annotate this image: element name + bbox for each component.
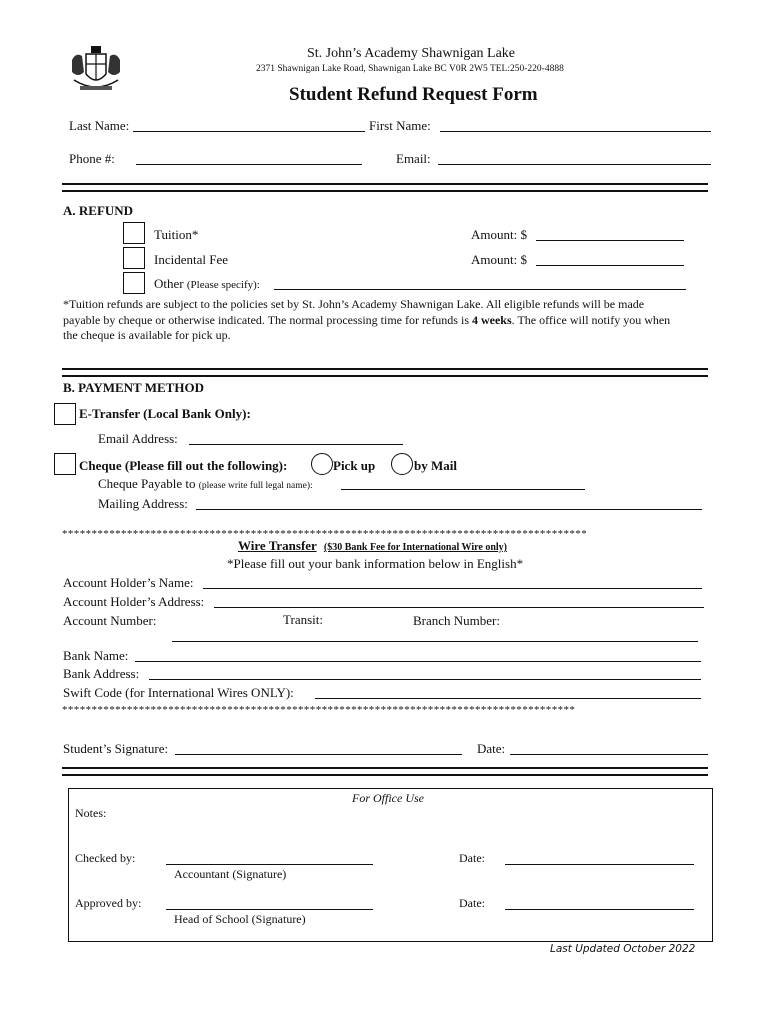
refund-note-2c: . The office will notify you when	[511, 313, 671, 327]
payment-heading: B. PAYMENT METHOD	[63, 380, 204, 395]
refund-note-line-3: the cheque is available for pick up.	[63, 328, 231, 342]
incidental-fee-checkbox[interactable]	[123, 247, 145, 269]
section-divider	[62, 368, 708, 377]
phone-label: Phone #:	[69, 151, 115, 166]
tuition-amount-label: Amount: $	[471, 227, 527, 242]
refund-note-line-1: *Tuition refunds are subject to the policies set by St. John’s Academy Shawnigan Lake. All eligible refunds will be made	[63, 297, 645, 311]
pickup-radio[interactable]	[311, 453, 333, 475]
notes-label: Notes:	[75, 806, 107, 820]
refund-note-weeks: 4 weeks	[471, 313, 512, 327]
last-updated: Last Updated October 2022	[550, 943, 696, 955]
other-checkbox[interactable]	[123, 272, 145, 294]
bank-name-field[interactable]	[135, 661, 701, 662]
office-date-label-1: Date:	[459, 851, 485, 865]
account-holder-address-label: Account Holder’s Address:	[63, 594, 205, 609]
mailing-address-label: Mailing Address:	[98, 496, 188, 511]
last-name-label: Last Name:	[69, 118, 130, 133]
school-crest-logo	[66, 44, 126, 100]
approved-by-label: Approved by:	[75, 896, 142, 910]
school-address: 2371 Shawnigan Lake Road, Shawnigan Lake BC V0R 2W5 TEL:250-220-4888	[256, 64, 564, 74]
bank-address-field[interactable]	[149, 679, 701, 680]
pickup-label: Pick up	[333, 458, 376, 473]
other-specify-field[interactable]	[274, 289, 686, 290]
other-label	[154, 276, 260, 292]
payable-to-text: Cheque Payable to	[98, 476, 196, 491]
section-divider	[62, 183, 708, 192]
swift-code-label: Swift Code (for International Wires ONLY):	[63, 685, 294, 700]
account-holder-address-field[interactable]	[214, 607, 704, 608]
cheque-checkbox[interactable]	[54, 453, 76, 475]
last-name-field[interactable]	[133, 131, 365, 132]
other-label-text: Other	[154, 276, 184, 291]
refund-note-line-2	[63, 313, 670, 328]
wire-stars-top: *****************************************************************************************	[62, 528, 588, 540]
incidental-amount-field[interactable]	[536, 265, 684, 266]
tuition-checkbox[interactable]	[123, 222, 145, 244]
etransfer-checkbox[interactable]	[54, 403, 76, 425]
payable-to-field[interactable]	[341, 489, 585, 490]
other-hint: (Please specify):	[186, 279, 260, 291]
bymail-radio[interactable]	[391, 453, 413, 475]
accountant-signature-caption: Accountant (Signature)	[174, 867, 287, 881]
signature-date-label: Date:	[477, 741, 506, 756]
transit-label: Transit:	[283, 612, 323, 627]
first-name-label: First Name:	[369, 118, 431, 133]
phone-field[interactable]	[136, 164, 362, 165]
incidental-amount-label: Amount: $	[471, 252, 527, 267]
wire-instruction: *Please fill out your bank information below in English*	[227, 556, 524, 571]
account-number-label: Account Number:	[63, 613, 157, 628]
refund-note-2a: payable by cheque or otherwise indicated. The normal processing time for refunds is	[63, 313, 472, 327]
office-use-box	[68, 788, 713, 942]
tuition-label: Tuition*	[154, 227, 199, 242]
signature-date-field[interactable]	[510, 754, 708, 755]
account-holder-name-label: Account Holder’s Name:	[63, 575, 194, 590]
mailing-address-field[interactable]	[196, 509, 702, 510]
account-number-field[interactable]	[172, 641, 698, 642]
etransfer-label: E-Transfer (Local Bank Only):	[79, 406, 251, 421]
office-date-label-2: Date:	[459, 896, 485, 910]
incidental-fee-label: Incidental Fee	[154, 252, 228, 267]
office-date-field-1[interactable]	[505, 864, 694, 865]
checked-by-field[interactable]	[166, 864, 373, 865]
branch-number-label: Branch Number:	[413, 613, 501, 628]
payable-to-label	[98, 476, 313, 492]
wire-stars-bottom: ***************************************************************************************	[62, 704, 576, 716]
email-label: Email:	[396, 151, 431, 166]
email-field[interactable]	[438, 164, 711, 165]
office-use-title: For Office Use	[352, 791, 424, 805]
student-signature-label: Student’s Signature:	[63, 741, 169, 756]
wire-fee: ($30 Bank Fee for International Wire only)	[323, 542, 508, 553]
wire-transfer-title	[238, 538, 507, 554]
first-name-field[interactable]	[440, 131, 711, 132]
account-holder-name-field[interactable]	[203, 588, 702, 589]
email-address-field[interactable]	[189, 444, 403, 445]
swift-code-field[interactable]	[315, 698, 701, 699]
school-name: St. John’s Academy Shawnigan Lake	[307, 46, 516, 61]
cheque-label: Cheque (Please fill out the following):	[79, 458, 288, 473]
email-address-label: Email Address:	[98, 431, 178, 446]
head-signature-caption: Head of School (Signature)	[174, 912, 306, 926]
bank-name-label: Bank Name:	[63, 648, 129, 663]
refund-heading: A. REFUND	[63, 203, 134, 218]
checked-by-label: Checked by:	[75, 851, 136, 865]
student-signature-field[interactable]	[175, 754, 462, 755]
payable-to-hint: (please write full legal name):	[198, 481, 313, 491]
wire-title: Wire Transfer	[238, 538, 317, 553]
approved-by-field[interactable]	[166, 909, 373, 910]
bank-address-label: Bank Address:	[63, 666, 140, 681]
tuition-amount-field[interactable]	[536, 240, 684, 241]
office-date-field-2[interactable]	[505, 909, 694, 910]
bymail-label: by Mail	[414, 458, 457, 473]
form-title: Student Refund Request Form	[289, 84, 538, 105]
section-divider	[62, 767, 708, 776]
